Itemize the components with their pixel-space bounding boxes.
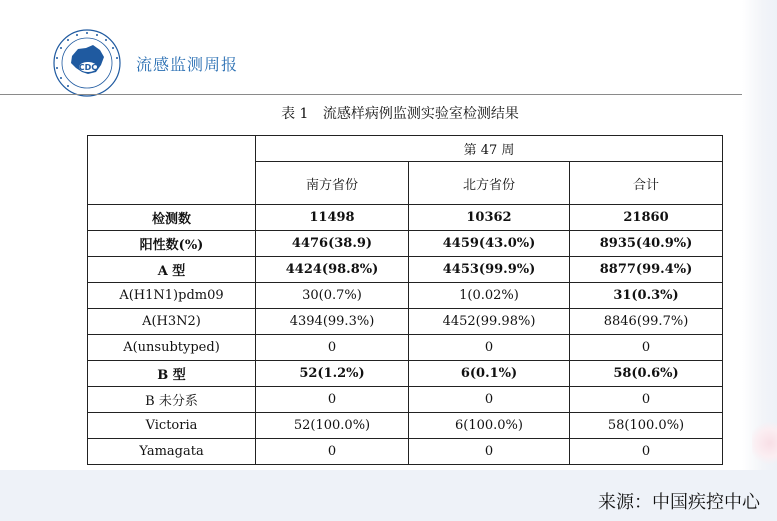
corner-cell: [88, 136, 256, 205]
cell-south: 4424(98.8%): [256, 257, 409, 283]
table-number: 表 1: [281, 106, 309, 122]
column-header-total: 合计: [570, 162, 723, 205]
cell-north: 0: [409, 335, 570, 361]
cell-south: 4476(38.9): [256, 231, 409, 257]
cell-north: 0: [409, 387, 570, 413]
row-label: A(unsubtyped): [88, 335, 256, 361]
cell-total: 58(100.0%): [570, 413, 723, 439]
cell-north: 1(0.02%): [409, 283, 570, 309]
table-row: [88, 387, 723, 413]
cell-total: 8877(99.4%): [570, 257, 723, 283]
row-label: A 型: [88, 257, 256, 283]
table-row: [88, 309, 723, 335]
cell-south: 52(100.0%): [256, 413, 409, 439]
cell-south: 0: [256, 335, 409, 361]
cell-total: 0: [570, 387, 723, 413]
table-row: [88, 335, 723, 361]
cell-north: 4453(99.9%): [409, 257, 570, 283]
row-label: B 未分系: [88, 387, 256, 413]
table-row: [88, 283, 723, 309]
row-label: 阳性数(%): [88, 231, 256, 257]
table-row: [88, 361, 723, 387]
cell-total: 0: [570, 439, 723, 465]
table-row: [88, 413, 723, 439]
header-divider: [0, 94, 742, 95]
table-row: [88, 439, 723, 465]
row-label: B 型: [88, 361, 256, 387]
table-caption: [0, 103, 777, 123]
cell-south: 52(1.2%): [256, 361, 409, 387]
row-label: 检测数: [88, 205, 256, 231]
row-label: Victoria: [88, 413, 256, 439]
table-row: [88, 205, 723, 231]
source-credit: 来源：中国疾控中心: [598, 492, 760, 513]
table-row: [88, 257, 723, 283]
cell-north: 4452(99.98%): [409, 309, 570, 335]
cell-total: 8935(40.9%): [570, 231, 723, 257]
table-caption-title: 流感样病例监测实验室检测结果: [322, 106, 519, 122]
column-header-north: 北方省份: [409, 162, 570, 205]
cell-north: 6(100.0%): [409, 413, 570, 439]
cell-south: 0: [256, 387, 409, 413]
cell-total: 31(0.3%): [570, 283, 723, 309]
column-header-south: 南方省份: [256, 162, 409, 205]
row-label: Yamagata: [88, 439, 256, 465]
cell-north: 10362: [409, 205, 570, 231]
results-table-body: [88, 136, 723, 465]
table-row: [88, 231, 723, 257]
row-label: A(H1N1)pdm09: [88, 283, 256, 309]
cell-north: 4459(43.0%): [409, 231, 570, 257]
cell-total: 58(0.6%): [570, 361, 723, 387]
lab-results-table: [87, 135, 723, 465]
table-header-row: [88, 136, 723, 162]
bulletin-title: 流感监测周报: [136, 55, 239, 74]
cell-total: 0: [570, 335, 723, 361]
cell-south: 4394(99.3%): [256, 309, 409, 335]
cell-south: 30(0.7%): [256, 283, 409, 309]
cell-north: 6(0.1%): [409, 361, 570, 387]
cell-south: 11498: [256, 205, 409, 231]
week-header: 第 47 周: [256, 136, 723, 162]
page-right-margin: [742, 0, 777, 470]
cell-south: 0: [256, 439, 409, 465]
decorative-blossom: [752, 418, 777, 468]
cell-total: 8846(99.7%): [570, 309, 723, 335]
china-cdc-logo-icon: [52, 28, 122, 98]
logo-text: CDC: [78, 63, 98, 72]
cell-north: 0: [409, 439, 570, 465]
cell-total: 21860: [570, 205, 723, 231]
row-label: A(H3N2): [88, 309, 256, 335]
